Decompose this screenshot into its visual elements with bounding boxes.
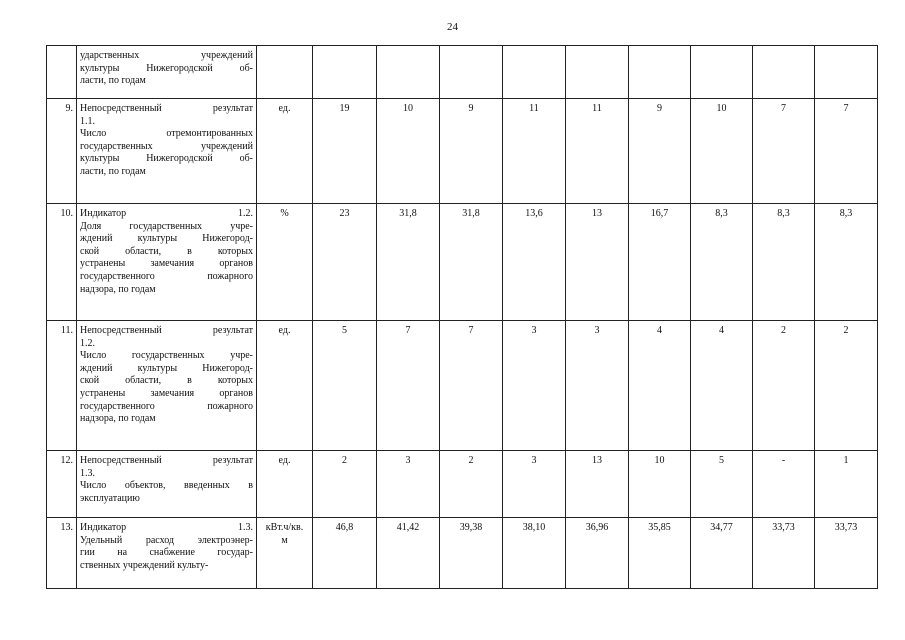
value-cell: 13 [566, 204, 629, 321]
row-number-cell: 10. [47, 204, 77, 321]
description-cell [77, 321, 257, 451]
unit-cell: ед. [257, 451, 313, 518]
value-cell [440, 46, 503, 99]
description-line: надзора, по годам [80, 413, 156, 425]
value-cell: 10 [377, 99, 440, 204]
description-line: Непосредственный результат [80, 325, 253, 336]
value-cell: 7 [440, 321, 503, 451]
value-cell [815, 46, 878, 99]
description-line: ской области, в которых [80, 245, 253, 257]
unit-cell: % [257, 204, 313, 321]
value-cell: 16,7 [629, 204, 691, 321]
description-line: Непосредственный результат [80, 103, 253, 114]
value-cell [313, 46, 377, 99]
value-cell [566, 46, 629, 99]
table-row [47, 99, 878, 204]
value-cell: 4 [629, 321, 691, 451]
description-cell [77, 518, 257, 589]
value-cell: 9 [440, 99, 503, 204]
table-row [47, 451, 878, 518]
value-cell: 35,85 [629, 518, 691, 589]
description-line: устранены замечания органов [80, 258, 253, 270]
description-line: государственных учреждений [80, 140, 253, 152]
page-number: 24 [447, 21, 458, 33]
value-cell: 39,38 [440, 518, 503, 589]
description-line: Доля государственных учре- [80, 220, 253, 232]
table-row [47, 321, 878, 451]
description-line: эксплуатацию [80, 492, 140, 504]
description-line: надзора, по годам [80, 283, 156, 295]
description-cell [77, 204, 257, 321]
description-line: культуры Нижегородской об- [80, 62, 253, 74]
description-line: 1.3. [80, 467, 95, 479]
value-cell: 5 [691, 451, 753, 518]
value-cell: 38,10 [503, 518, 566, 589]
value-cell: 33,73 [753, 518, 815, 589]
value-cell: 13,6 [503, 204, 566, 321]
value-cell: 19 [313, 99, 377, 204]
value-cell: 3 [377, 451, 440, 518]
description-line: ственных учреждений культу- [80, 559, 209, 571]
value-cell: 33,73 [815, 518, 878, 589]
description-line: государственного пожарного [80, 270, 253, 282]
value-cell: 3 [503, 451, 566, 518]
description-line: Индикатор 1.3. [80, 522, 253, 533]
value-cell: 2 [753, 321, 815, 451]
description-line: ской области, в которых [80, 375, 253, 387]
value-cell: 41,42 [377, 518, 440, 589]
value-cell: 8,3 [753, 204, 815, 321]
value-cell: 5 [313, 321, 377, 451]
description-line: Число отремонтированных [80, 128, 253, 140]
value-cell: 10 [691, 99, 753, 204]
value-cell [629, 46, 691, 99]
description-line: Удельный расход электроэнер- [80, 534, 253, 546]
description-line: ударственных учреждений [80, 50, 253, 61]
value-cell [503, 46, 566, 99]
value-cell: 7 [377, 321, 440, 451]
table-row [47, 204, 878, 321]
row-number-cell: 11. [47, 321, 77, 451]
value-cell [377, 46, 440, 99]
value-cell: 13 [566, 451, 629, 518]
value-cell: 34,77 [691, 518, 753, 589]
description-line: Число государственных учре- [80, 350, 253, 362]
description-line: Непосредственный результат [80, 455, 253, 466]
value-cell: 8,3 [815, 204, 878, 321]
value-cell: - [753, 451, 815, 518]
value-cell: 2 [440, 451, 503, 518]
description-line: 1.2. [80, 337, 95, 349]
value-cell: 9 [629, 99, 691, 204]
description-line: ждений культуры Нижегород- [80, 233, 253, 245]
description-line: государственного пожарного [80, 400, 253, 412]
description-line: Число объектов, введенных в [80, 480, 253, 492]
unit-cell: ед. [257, 321, 313, 451]
table-row [47, 46, 878, 99]
row-number-cell: 9. [47, 99, 77, 204]
indicators-table [46, 45, 878, 589]
row-number-cell: 12. [47, 451, 77, 518]
description-cell [77, 451, 257, 518]
value-cell: 31,8 [440, 204, 503, 321]
value-cell: 23 [313, 204, 377, 321]
description-line: гии на снабжение государ- [80, 547, 253, 559]
value-cell: 7 [753, 99, 815, 204]
description-line: 1.1. [80, 115, 95, 127]
unit-cell: кВт.ч/кв. м [257, 518, 313, 589]
value-cell: 4 [691, 321, 753, 451]
value-cell: 10 [629, 451, 691, 518]
value-cell: 46,8 [313, 518, 377, 589]
row-number-cell: 13. [47, 518, 77, 589]
description-line: ждений культуры Нижегород- [80, 362, 253, 374]
value-cell: 3 [566, 321, 629, 451]
value-cell [691, 46, 753, 99]
value-cell: 36,96 [566, 518, 629, 589]
description-cell [77, 99, 257, 204]
description-line: ласти, по годам [80, 165, 146, 177]
value-cell: 3 [503, 321, 566, 451]
value-cell: 11 [566, 99, 629, 204]
table-body [47, 46, 878, 589]
value-cell: 1 [815, 451, 878, 518]
value-cell: 2 [313, 451, 377, 518]
value-cell: 7 [815, 99, 878, 204]
value-cell: 2 [815, 321, 878, 451]
description-line: устранены замечания органов [80, 387, 253, 399]
description-line: ласти, по годам [80, 75, 146, 87]
table-row [47, 518, 878, 589]
description-cell [77, 46, 257, 99]
description-line: Индикатор 1.2. [80, 208, 253, 219]
value-cell: 31,8 [377, 204, 440, 321]
unit-cell: ед. [257, 99, 313, 204]
description-line: культуры Нижегородской об- [80, 153, 253, 165]
unit-cell [257, 46, 313, 99]
value-cell [753, 46, 815, 99]
row-number-cell [47, 46, 77, 99]
value-cell: 11 [503, 99, 566, 204]
value-cell: 8,3 [691, 204, 753, 321]
